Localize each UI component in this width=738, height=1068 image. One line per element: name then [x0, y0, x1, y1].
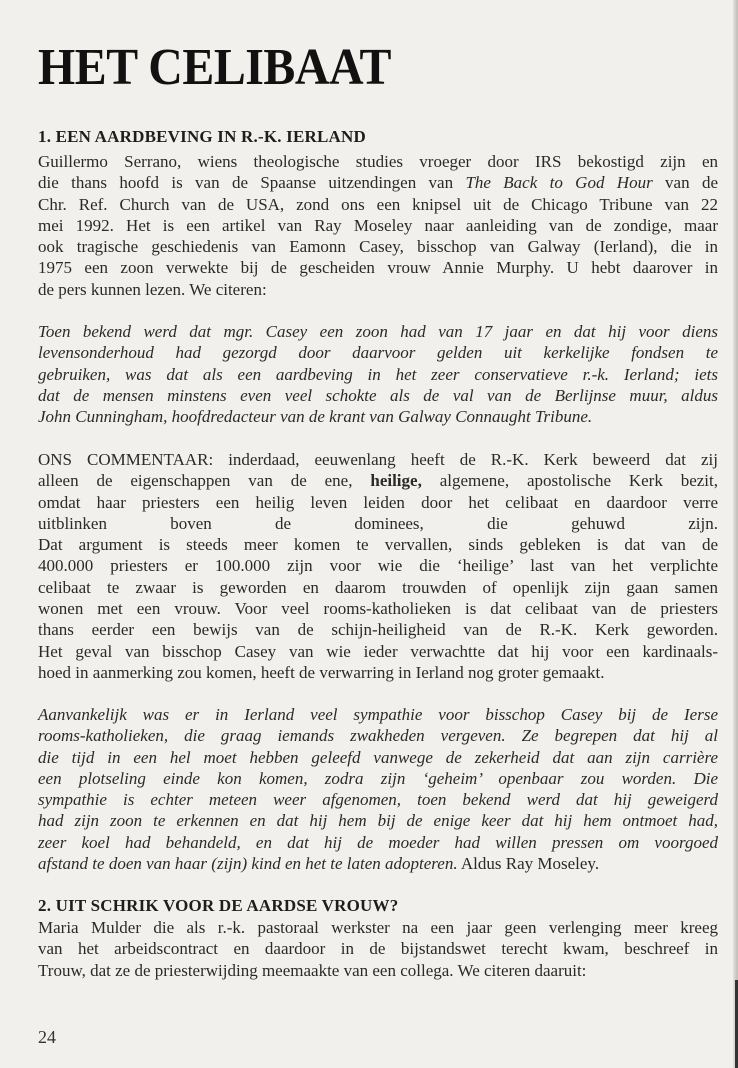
page-title: HET CELIBAAT	[38, 39, 391, 96]
text-segment: 1975 een zoon verwekte bij de gescheiden vrouw Annie Murphy. U hebt daarover in	[38, 258, 718, 278]
section-heading-2: 2. UIT SCHRIK VOOR DE AARDSE VROUW?	[38, 896, 399, 915]
text-segment: wonen met een vrouw. Voor veel rooms-katholieken is dat celibaat van de priesters	[38, 599, 718, 619]
text-line	[38, 853, 718, 874]
text-line	[38, 747, 718, 768]
text-line	[38, 470, 718, 491]
text-segment: Het geval van bisschop Casey van wie ieder verwachtte dat hij voor een kardinaals-	[38, 641, 718, 661]
italic-text: dat de mensen minstens even veel schokte als de val van de Berlijnse muur, aldus	[38, 385, 718, 405]
text-line	[38, 342, 718, 363]
paragraph-section2	[38, 917, 718, 981]
text-line	[38, 641, 718, 662]
text-line	[38, 321, 718, 342]
text-segment: Chr. Ref. Church van de USA, zond ons een knipsel uit de Chicago Tribune van 22	[38, 194, 718, 214]
text-segment: mei 1992. Het is een artikel van Ray Moseley naar aanleiding van de zondige, maar	[38, 215, 718, 235]
text-line	[38, 364, 718, 385]
text-segment: die thans hoofd is van de Spaanse uitzendingen van	[38, 173, 466, 193]
text-line	[38, 789, 718, 810]
text-line	[38, 555, 718, 576]
italic-text: een plotseling einde kon komen, zodra zijn ‘geheim’ openbaar zou worden. Die	[38, 768, 718, 788]
text-segment: omdat haar priesters een heilig leven leiden door het celibaat en daardoor verre	[38, 492, 718, 512]
text-segment: algemene, apostolische Kerk bezit,	[421, 471, 718, 491]
text-line	[38, 513, 718, 534]
text-line	[38, 619, 718, 640]
italic-text: afstand te doen van haar (zijn) kind en het te laten adopteren.	[38, 854, 458, 874]
italic-text: levensonderhoud had gezorgd door daarvoor gelden uit kerkelijke fondsen te	[38, 343, 718, 363]
text-line	[38, 662, 718, 683]
quote-moseley	[38, 704, 718, 874]
text-line	[38, 492, 718, 513]
text-segment: uitblinken boven de dominees, die gehuwd zijn.	[38, 513, 718, 533]
text-line	[38, 215, 718, 236]
bold-text: heilige,	[370, 471, 422, 491]
text-line	[38, 768, 718, 789]
text-line	[38, 704, 718, 725]
italic-text: die tijd in een hel moet hebben geleefd vanwege de zekerheid dat aan zijn carrière	[38, 747, 718, 767]
text-line	[38, 577, 718, 598]
text-segment: thans eerder een bewijs van de schijn-heiligheid van de R.-K. Kerk geworden.	[38, 620, 718, 640]
text-line	[38, 449, 718, 470]
text-segment: Trouw, dat ze de priesterwijding meemaakte van een collega. We citeren daaruit:	[38, 960, 587, 980]
text-segment: alleen de eigenschappen van de ene,	[38, 471, 371, 491]
text-line	[38, 725, 718, 746]
italic-text: The Back to God Hour	[465, 173, 653, 193]
text-segment: van het arbeidscontract en daardoor in de bijstandswet terecht kwam, beschreef in	[38, 939, 718, 959]
italic-text: Toen bekend werd dat mgr. Casey een zoon had van 17 jaar en dat hij voor diens	[38, 322, 718, 341]
text-line	[38, 534, 718, 555]
text-segment: hoed in aanmerking zou komen, heeft de verwarring in Ierland nog groter gemaakt.	[38, 662, 605, 682]
text-line	[38, 598, 718, 619]
paragraph-intro	[38, 151, 718, 300]
page-number: 24	[38, 1027, 56, 1047]
text-line	[38, 194, 718, 215]
section-heading-1: 1. EEN AARDBEVING IN R.-K. IERLAND	[38, 127, 366, 146]
text-segment: ONS COMMENTAAR: inderdaad, eeuwenlang heeft de R.-K. Kerk beweerd dat zij	[38, 450, 718, 469]
italic-text: sympathie is echter meteen weer afgenomen, toen bekend werd dat hij geweigerd	[38, 790, 718, 810]
text-line	[38, 151, 718, 172]
text-line	[38, 406, 718, 427]
italic-text: gebruiken, was dat als een aardbeving in het zeer conservatieve r.-k. Ierland; iets	[38, 364, 718, 384]
text-segment: 400.000 priesters er 100.000 zijn voor wie die ‘heilige’ last van het verplichte	[38, 556, 718, 576]
text-line	[38, 172, 718, 193]
text-segment: Guillermo Serrano, wiens theologische studies vroeger door IRS bekostigd zijn en	[38, 152, 718, 171]
text-segment: ook tragische geschiedenis van Eamonn Casey, bisschop van Galway (Ierland), die in	[38, 237, 718, 257]
italic-text: Aanvankelijk was er in Ierland veel sympathie voor bisschop Casey bij de Ierse	[38, 705, 718, 724]
text-segment: Maria Mulder die als r.-k. pastoraal werkster na een jaar geen verlenging meer kreeg	[38, 918, 718, 937]
text-segment: van de	[652, 173, 718, 193]
text-segment: de pers kunnen lezen. We citeren:	[38, 279, 267, 299]
quote-cunningham	[38, 321, 718, 427]
text-line	[38, 385, 718, 406]
paragraph-commentary	[38, 449, 718, 683]
italic-text: zeer koel had behandeld, en dat hij de moeder had willen pressen om voorgoed	[38, 832, 718, 852]
text-line	[38, 960, 718, 981]
text-segment: celibaat te zwaar is geworden en daarom trouwden of openlijk zijn gaan samen	[38, 577, 718, 597]
text-line	[38, 257, 718, 278]
text-line	[38, 938, 718, 959]
text-line	[38, 832, 718, 853]
text-line	[38, 810, 718, 831]
text-segment: Dat argument is steeds meer komen te vervallen, sinds gebleken is dat van de	[38, 535, 718, 555]
italic-text: rooms-katholieken, die graag iemands zwakheden vergeven. Ze begrepen dat hij al	[38, 726, 718, 746]
page-edge	[733, 0, 738, 1068]
italic-text: had zijn zoon te erkennen en dat hij hem bij de enige keer dat hij hem ontmoet had,	[38, 811, 718, 831]
text-line	[38, 917, 718, 938]
text-line	[38, 236, 718, 257]
text-line	[38, 279, 718, 300]
text-segment: Aldus Ray Moseley.	[457, 854, 600, 874]
italic-text: John Cunningham, hoofdredacteur van de krant van Galway Connaught Tribune.	[38, 407, 593, 427]
